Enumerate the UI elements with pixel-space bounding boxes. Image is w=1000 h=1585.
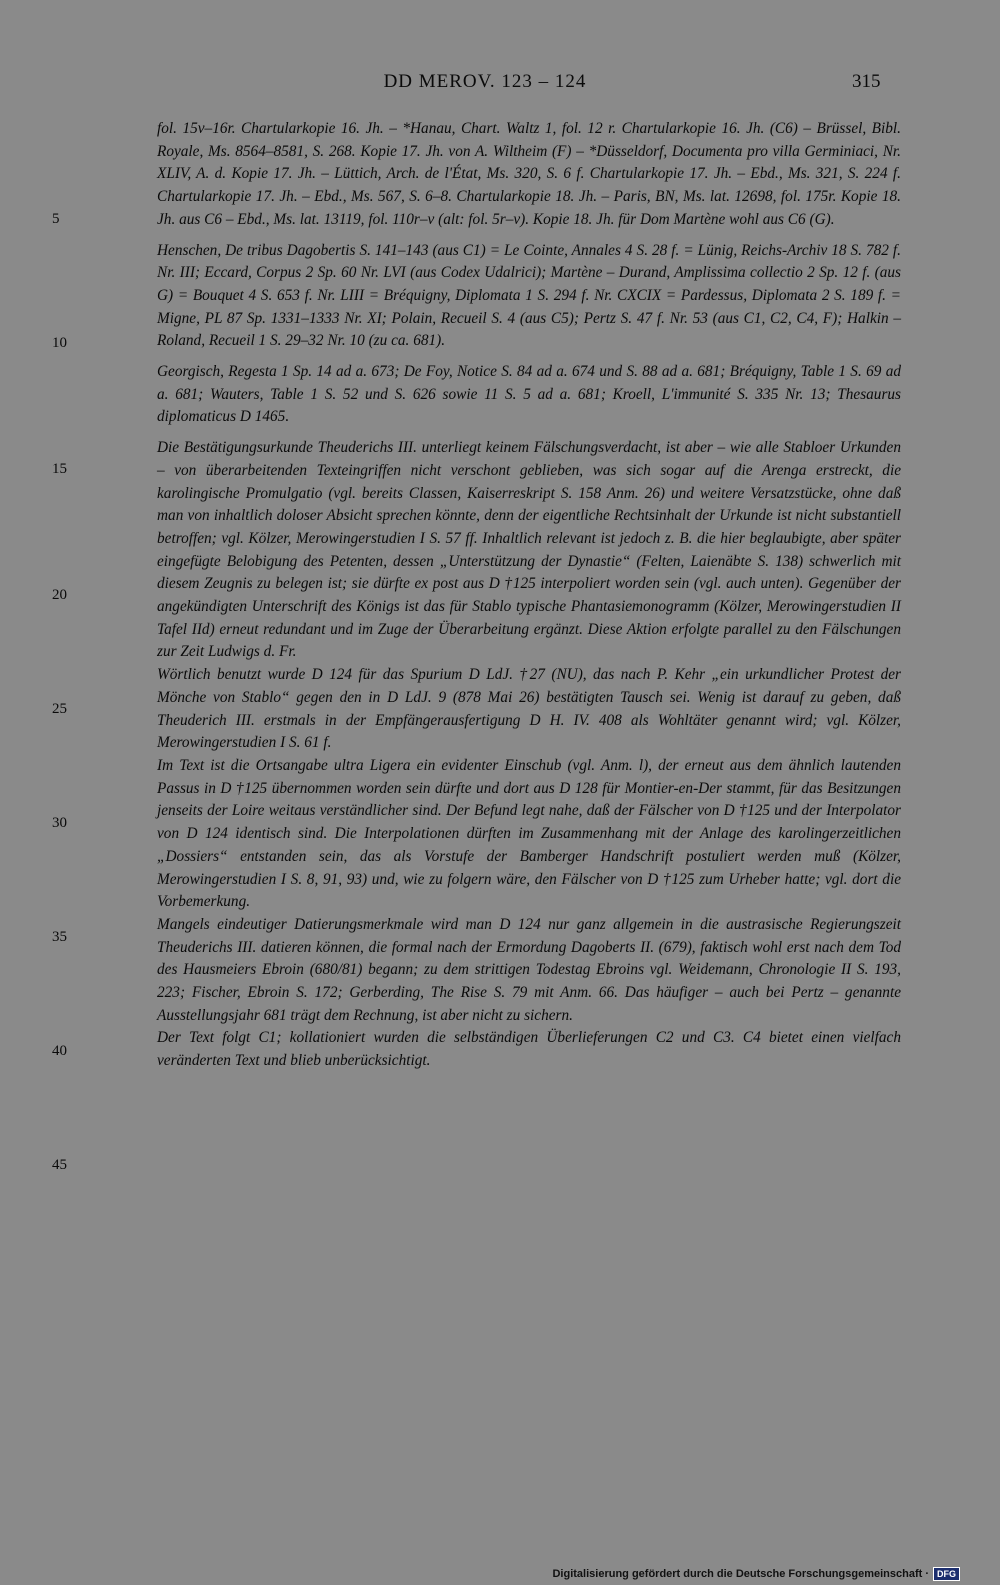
line-number: 30	[52, 815, 67, 831]
dfg-logo: DFG	[933, 1567, 960, 1581]
commentary-paragraph: Im Text ist die Ortsangabe ultra Ligera ein evidenter Einschub (vgl. Anm. l), der erneut aus dem ähnlich lautenden Passus in D †125 übernommen worden sein dürfte und dort aus D 128 für Montier-en-Der stammt, für das Besitzungen jenseits der Loire weitaus verständlicher sind. Der Befund legt nahe, daß der Fälscher von D †125 und der Interpolator von D 124 identisch sind. Die Interpolationen dürften im Zusammenhang mit der Anlage des karolingerzeitlichen „Dossiers“ entstanden sein, das als Vorstufe der Bamberger Handschrift postuliert werden muß (Kölzer, Merowingerstudien I S. 8, 91, 93) und, wie zu folgern wäre, den Fälscher von D †125 zum Urheber hatte; vgl. dort die Vorbemerkung.	[157, 756, 901, 911]
page-number: 315	[852, 71, 881, 92]
line-number: 45	[52, 1157, 67, 1173]
footer-credit	[552, 1567, 960, 1581]
body-text	[157, 118, 901, 1073]
editions-paragraph: Henschen, De tribus Dagobertis S. 141–143 (aus C1) = Le Cointe, Annales 4 S. 28 f. = Lünig, Reichs-Archiv 18 S. 782 f. Nr. III; Eccard, Corpus 2 Sp. 60 Nr. LVI (aus Codex Udalrici); Martène – Durand, Amplissima collectio 2 Sp. 12 f. (aus G) = Bouquet 4 S. 653 f. Nr. LIII = Bréquigny, Diplomata 1 S. 294 f. Nr. CXCIX = Pardessus, Diplomata 2 S. 189 f. = Migne, PL 87 Sp. 1331–1333 Nr. XI; Polain, Recueil S. 4 (aus C5); Pertz S. 47 f. Nr. 53 (aus C1, C2, C4, F); Halkin – Roland, Recueil 1 S. 29–32 Nr. 10 (zu ca. 681).	[157, 241, 901, 350]
line-number: 20	[52, 587, 67, 603]
line-number: 15	[52, 461, 67, 477]
line-number: 35	[52, 929, 67, 945]
manuscript-tradition-paragraph: fol. 15v–16r. Chartularkopie 16. Jh. – *Hanau, Chart. Waltz 1, fol. 12 r. Chartularkopie 16. Jh. (C6) – Brüssel, Bibl. Royale, Ms. 8564–8581, S. 268. Kopie 17. Jh. von A. Wiltheim (F) – *Düsseldorf, Documenta pro villa Germiniaci, Nr. XLIV, A. d. Kopie 17. Jh. – Lüttich, Arch. de l'État, Ms. 320, S. 6 f. Chartularkopie 17. Jh. – Ebd., Ms. 321, S. 224 f. Chartularkopie 17. Jh. – Ebd., Ms. 567, S. 6–8. Chartularkopie 18. Jh. – Paris, BN, Ms. lat. 12698, fol. 175r. Kopie 18. Jh. aus C6 – Ebd., Ms. lat. 13119, fol. 110r–v (alt: fol. 5r–v). Kopie 18. Jh. für Dom Martène wohl aus C6 (G).	[157, 120, 901, 228]
line-number: 25	[52, 701, 67, 717]
commentary-paragraph: Wörtlich benutzt wurde D 124 für das Spurium D LdJ. †27 (NU), das nach P. Kehr „ein urkundlicher Protest der Mönche von Stablo“ gegen den in D LdJ. 9 (878 Mai 26) bestätigten Tausch sei. Wenig ist darauf zu geben, daß Theuderich III. erstmals in der Empfängerausfertigung D H. IV. 408 als Wohltäter genannt wird; vgl. Kölzer, Merowingerstudien I S. 61 f.	[157, 666, 901, 752]
commentary-paragraph: Die Bestätigungsurkunde Theuderichs III. unterliegt keinem Fälschungsverdacht, ist aber – wie alle Stabloer Urkunden – von überarbeitenden Texteingriffen nicht verschont geblieben, was sich sogar auf die Arenga erstreckt, die karolingische Promulgatio (vgl. bereits Classen, Kaiserreskript S. 158 Anm. 26) und weitere Versatzstücke, ohne daß man von inhaltlich doloser Absicht sprechen könnte, denn der eigentliche Rechtsinhalt der Urkunde ist nicht substantiell betroffen; vgl. Kölzer, Merowingerstudien I S. 57 ff. Inhaltlich relevant ist jedoch z. B. die hier beglaubigte, aber später eingefügte Belobigung des Petenten, dessen „Unterstützung der Dynastie“ (Felten, Laienäbte S. 138) schwerlich mit diesem Zeugnis zu belegen ist; sie dürfte ex post aus D †125 interpoliert worden sein (vgl. auch unten). Gegenüber der angekündigten Unterschrift des Königs ist das für Stablo typische Phantasiemonogramm (Kölzer, Merowingerstudien II Tafel IId) erneut redundant und im Zuge der Überarbeitung ergänzt. Diese Aktion erfolgte parallel zu den Fälschungen zur Zeit Ludwigs d. Fr.	[157, 439, 901, 661]
line-number: 40	[52, 1043, 67, 1059]
dating-paragraph: Mangels eindeutiger Datierungsmerkmale wird man D 124 nur ganz allgemein in die austrasische Regierungszeit Theuderichs III. datieren können, die formal nach der Ermordung Dagoberts II. (679), faktisch wohl erst nach dem Tod des Hausmeiers Ebroin (680/81) begann; zu dem strittigen Todestag Ebroins vgl. Weidemann, Chronologie II S. 193, 223; Fischer, Ebroin S. 172; Gerberding, The Rise S. 79 mit Anm. 66. Das häufiger – auch bei Pertz – genannte Ausstellungsjahr 681 trägt dem Rechnung, ist aber nicht zu sichern.	[157, 915, 901, 1024]
text-basis-paragraph: Der Text folgt C1; kollationiert wurden die selbständigen Überlieferungen C2 und C3. C4 bietet einen vielfach veränderten Text und blieb unberücksichtigt.	[157, 1029, 901, 1070]
running-head: DD MEROV. 123 – 124	[383, 71, 587, 92]
regesta-paragraph: Georgisch, Regesta 1 Sp. 14 ad a. 673; De Foy, Notice S. 84 ad a. 674 und S. 88 ad a. 681; Bréquigny, Table 1 S. 69 ad a. 681; Wauters, Table 1 S. 52 und S. 626 sowie 11 S. 5 ad a. 681; Kroell, L'immunité S. 335 Nr. 13; Thesaurus diplomaticus D 1465.	[157, 363, 901, 426]
line-number: 10	[52, 335, 67, 351]
footer-credit-text: Digitalisierung gefördert durch die Deutsche Forschungsgemeinschaft ·	[552, 1568, 929, 1580]
line-number: 5	[52, 211, 60, 227]
